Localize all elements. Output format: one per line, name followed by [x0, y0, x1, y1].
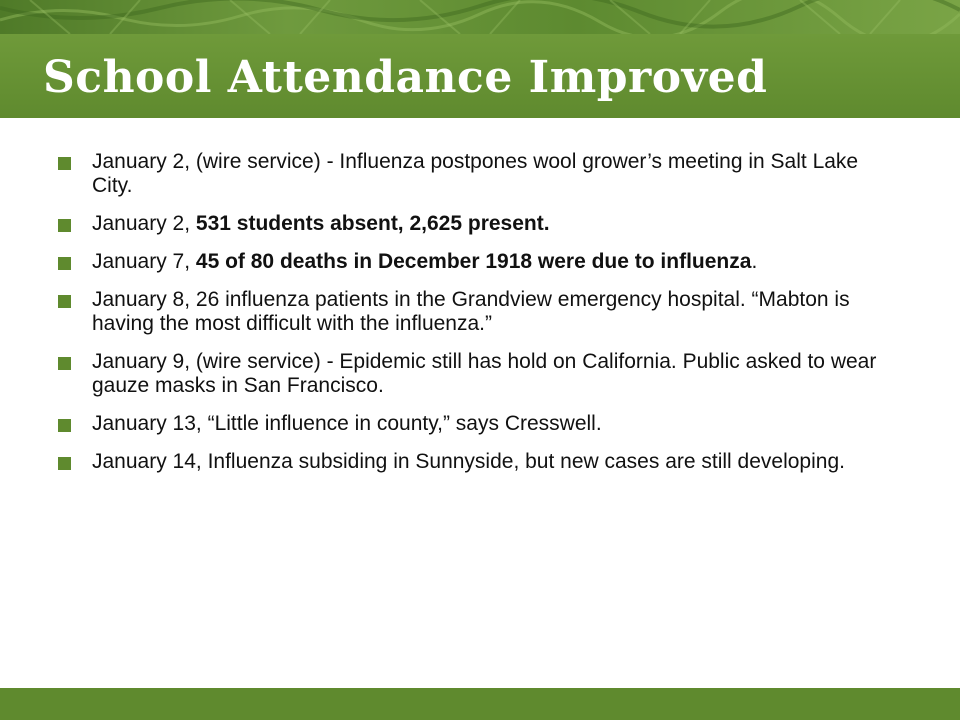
bullet-text-bold: 531 students absent, 2,625 present. [195, 212, 550, 235]
bullet-text-part: . [751, 250, 758, 273]
bullet-text-part: January 14, Influenza subsiding in Sunnyside, but new cases are still developing. [92, 450, 845, 473]
square-bullet-icon [58, 219, 71, 232]
bullet-item [58, 212, 878, 236]
bullet-item [58, 412, 878, 436]
bullet-text [92, 288, 878, 336]
bullet-text-part: January 2, (wire service) - Influenza postpones wool grower’s meeting in Salt Lake City. [92, 150, 859, 197]
bullet-item [58, 288, 878, 336]
bullet-text-part: January 13, “Little influence in county,” says Cresswell. [92, 412, 602, 435]
square-bullet-icon [58, 357, 71, 370]
bullet-text-part: January 8, 26 influenza patients in the Grandview emergency hospital. “Mabton is having the most difficult with the influenza.” [92, 288, 850, 335]
bullet-list [58, 150, 878, 488]
square-bullet-icon [58, 295, 71, 308]
bullet-text [92, 150, 878, 198]
bullet-item [58, 150, 878, 198]
bullet-text-part: January 7, [92, 250, 196, 273]
square-bullet-icon [58, 457, 71, 470]
header-texture-band [0, 0, 960, 34]
bullet-text [92, 350, 878, 398]
bullet-item [58, 250, 878, 274]
bullet-text-part: January 2, [92, 212, 196, 235]
decorative-texture [0, 0, 960, 34]
title-band [0, 34, 960, 118]
square-bullet-icon [58, 419, 71, 432]
bullet-text-part: January 9, (wire service) - Epidemic still has hold on California. Public asked to wear gauze masks in San Francisco. [92, 350, 877, 397]
bullet-text [92, 250, 878, 274]
bullet-item [58, 450, 878, 474]
slide-title: School Attendance Improved [43, 52, 768, 103]
bullet-text-bold: 45 of 80 deaths in December 1918 were due to influenza [195, 250, 752, 273]
bullet-item [58, 350, 878, 398]
bullet-text [92, 450, 878, 474]
square-bullet-icon [58, 257, 71, 270]
footer-band [0, 688, 960, 720]
bullet-text [92, 212, 878, 236]
square-bullet-icon [58, 157, 71, 170]
bullet-text [92, 412, 878, 436]
